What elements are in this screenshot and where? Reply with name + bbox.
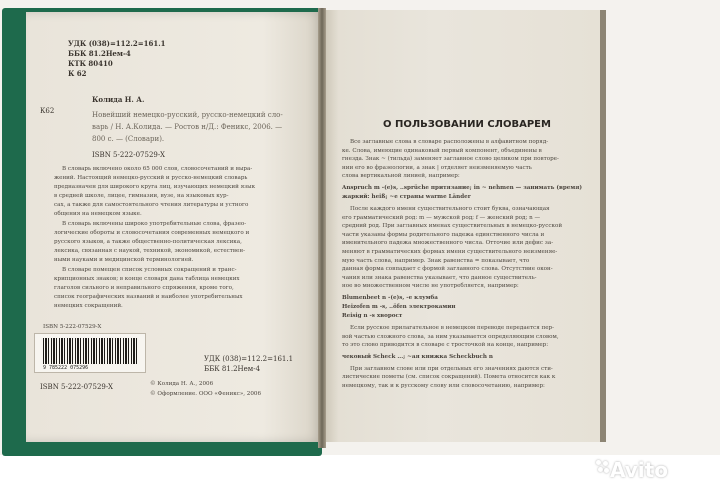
paragraph-line: гнезда. Знак ~ (тильда) заменяет заглавное слово целиком при повторе-	[342, 156, 559, 163]
paragraph-line: его грамматический род: m — мужской род; f — женский род; n —	[342, 214, 541, 221]
paragraph-line: слова вертикальной линией, например:	[342, 173, 460, 180]
annotation-line: немецких сокращений.	[54, 303, 123, 309]
annotation-line: В словарь включены широко употребительные слова, фразео-	[62, 221, 247, 227]
paragraph-line: чания или знака равенства указывает, что данное существитель-	[342, 274, 537, 281]
bbk-bottom: ББК 81.2Нем-4	[204, 365, 261, 373]
paragraph-line: ное во множественном числе не употребляется, например:	[342, 283, 519, 290]
example-entry: Reisig n -s хворост	[342, 313, 403, 319]
annotation-line: глаголов сильного и неправильного спряжения, кроме того,	[54, 285, 234, 291]
annotation-line: логические обороты и словосочетания современных немецкого и	[54, 230, 250, 236]
isbn-bottom: ISBN 5-222-07529-X	[40, 383, 113, 391]
barcode	[34, 324, 146, 373]
annotation-line: ными науками и медицинской терминологией.	[54, 257, 194, 263]
annotation-line: крипционных знаков; в конце словаря дана таблица немецких	[54, 276, 240, 282]
paragraph-line: После каждого имени существительного стоит буква, означающая	[350, 206, 550, 212]
right-cover-edge	[600, 10, 606, 442]
paragraph-line: мую часть слова, например. Знак равенства = показывает, что	[342, 257, 530, 264]
author-name: Колида Н. А.	[92, 95, 145, 104]
example-entry: Anspruch m -(e)s, ..sprüche притязание; in ~ nehmen — занимать (время)	[342, 185, 582, 191]
udk-top: УДК (038)=112.2=161.1	[68, 39, 166, 48]
paragraph-line: немецкому, так и к русскому слову или словосочетанию, например:	[342, 383, 545, 389]
paragraph-line: вой частью сложного слова, за ним указывается определяющим словом,	[342, 333, 559, 340]
k62-top: К 62	[68, 69, 87, 78]
isbn-mid: ISBN 5-222-07529-X	[92, 151, 165, 159]
biblio-line-3: 800 с. — (Словари).	[92, 135, 165, 143]
paragraph-line: листические пометы (см. список сокращений). Помета относится как к	[342, 374, 556, 381]
paragraph-line: то это слово приводится в словаре с тросточкой на конце, например:	[342, 342, 549, 349]
paragraph-line: именительного падежа множественного числа. Отточие или дефис за-	[342, 240, 554, 247]
udk-bottom: УДК (038)=112.2=161.1	[204, 355, 294, 363]
annotation-line: предназначен для широкого круга лиц, изучающих немецкий язык	[54, 184, 256, 190]
example-entry: Heizofen m -s, ..öfen электрокамин	[342, 304, 456, 310]
annotation-line: общения на немецком языке.	[54, 211, 142, 217]
avito-watermark: Avito	[610, 458, 668, 482]
paragraph-line: Если русское прилагательное в немецком переводе передается пер-	[350, 325, 555, 331]
annotation-line: жений. Настоящий немецко-русский и русско-немецкий словарь	[54, 175, 248, 181]
barcode-number: 9 785222 075296	[43, 365, 89, 371]
biblio-line-2: варь / Н. А.Колида. — Ростов н/Д.: Феникс, 2006. —	[92, 123, 283, 131]
avito-logo-icon	[596, 460, 610, 474]
paragraph-line: нии его во фразеологии, а знак | отделяет неизменяемую часть	[342, 164, 532, 171]
annotation-line: русского языков, а также общественно-политическая лексика,	[54, 239, 242, 245]
paragraph-line: данная форма совпадает с формой заглавного слова. Отсутствие окон-	[342, 266, 553, 273]
book-spine	[318, 8, 326, 448]
ktk-code: КТК 80410	[68, 59, 113, 68]
paragraph-line: части указаны формы родительного падежа единственного числа и	[342, 231, 545, 238]
barcode-bars	[43, 338, 137, 364]
annotation-line: В словарь включено около 65 000 слов, словосочетаний и выра-	[62, 166, 253, 172]
annotation-line: сах, а также для самостоятельного чтения литературы и устного	[54, 202, 249, 208]
copyright-author: © Колида Н. А., 2006	[150, 381, 214, 387]
paragraph-line: меняют в грамматических формах имени существительного неизменяе-	[342, 249, 558, 255]
bbk-top: ББК 81.2Нем-4	[68, 49, 131, 58]
annotation-line: лексика, связанная с наукой, техникой, экономикой, естествен-	[54, 248, 245, 254]
example-entry: жаркий: heiß; ~е страны warme Länder	[342, 194, 471, 200]
annotation-line: в средней школе, лицее, гимназии, вузе, на языковых кур-	[54, 193, 229, 199]
annotation-line: В словаре помещен список условных сокращений и транс-	[62, 267, 237, 273]
biblio-line-1: Новейший немецко-русский, русско-немецкий сло-	[92, 111, 283, 119]
example-entry: чековый Scheck ...; ~ая книжка Scheckbuch n	[342, 353, 493, 360]
annotation-line: список географических названий и наиболее употребительных	[54, 294, 243, 300]
paragraph-line: Все заглавные слова в словаре расположены в алфавитном поряд-	[350, 139, 549, 145]
page-title: О ПОЛЬЗОВАНИИ СЛОВАРЕМ	[383, 119, 551, 130]
example-entry: Blumenbeet n -(e)s, -e клумба	[342, 295, 438, 301]
k62-side: К62	[40, 107, 55, 115]
barcode-isbn: ISBN 5-222-07529-X	[43, 324, 102, 330]
paragraph-line: средний род. При заглавных именах существительных в немецко-русской	[342, 223, 563, 230]
paragraph-line: При заглавном слове или при отдельных его значениях даются сти-	[350, 365, 553, 372]
copyright-design: © Оформление. ООО «Феникс», 2006	[150, 391, 262, 397]
paragraph-line: ке. Слова, имеющие одинаковый первый компонент, объединены в	[342, 147, 542, 154]
